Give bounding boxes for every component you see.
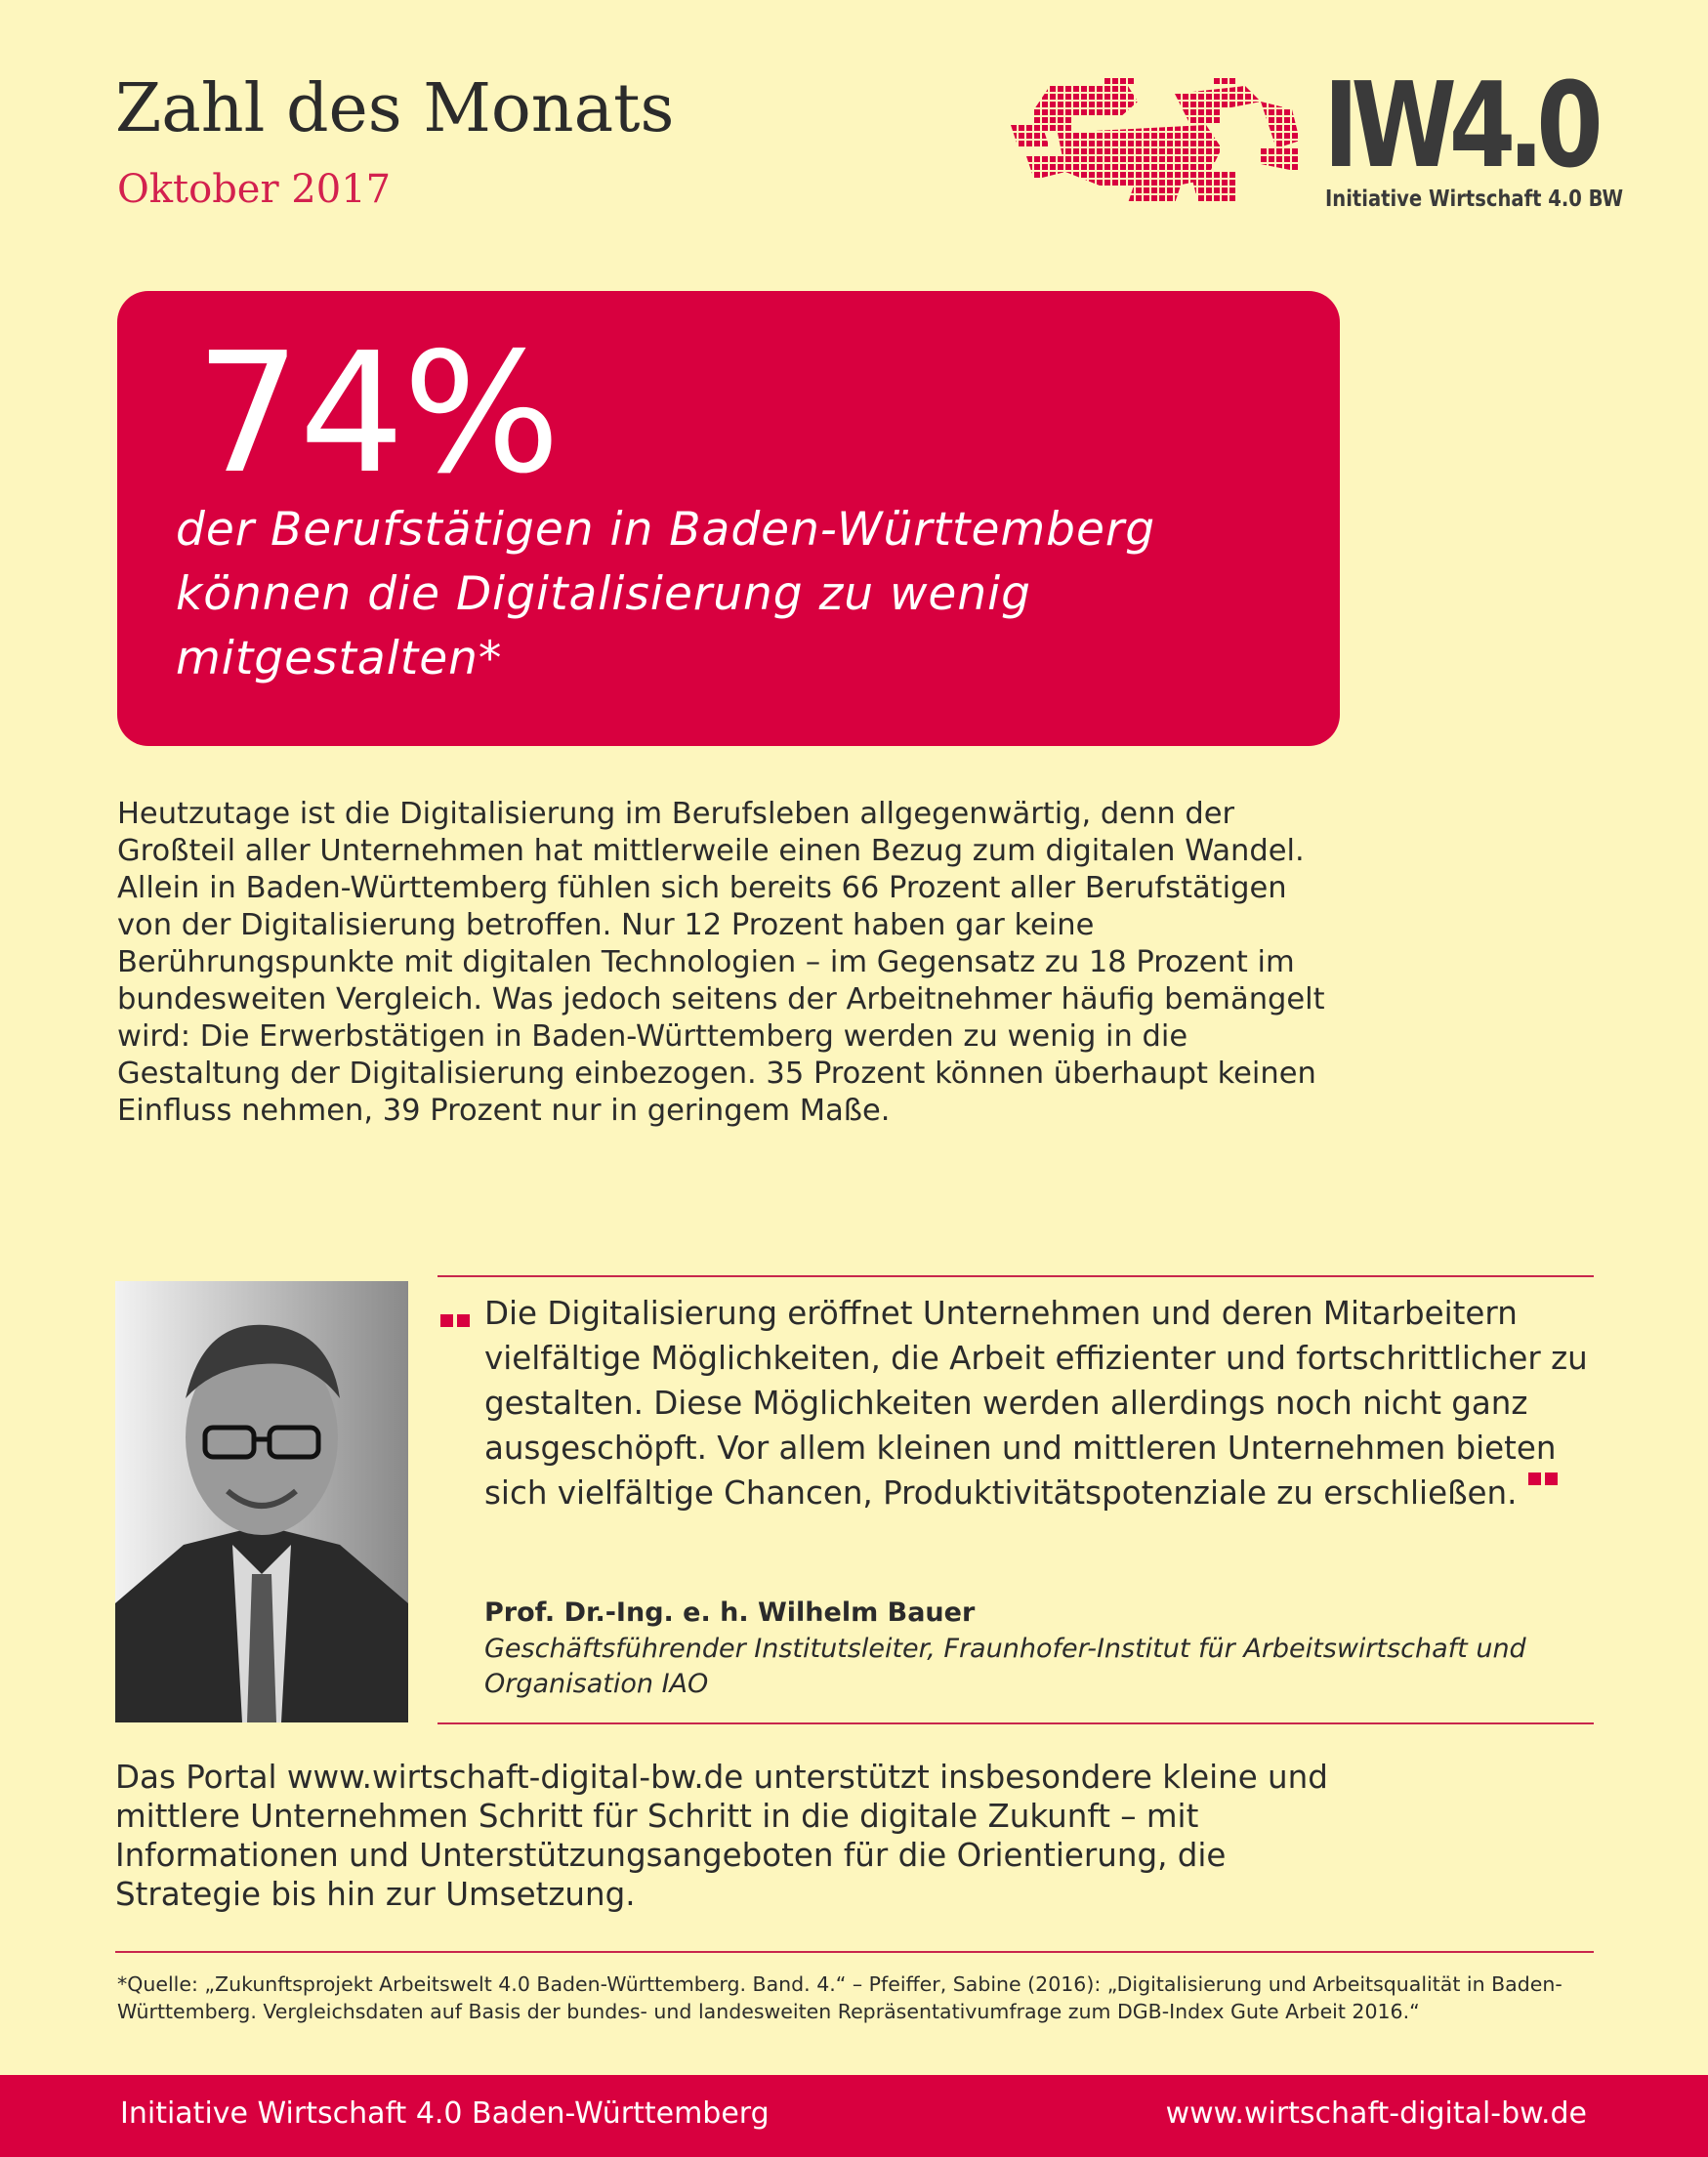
headline-number: 74% xyxy=(195,317,559,511)
footnote-divider xyxy=(115,1951,1594,1953)
footer-website: www.wirtschaft-digital-bw.de xyxy=(1165,2096,1587,2131)
quote-close-icon xyxy=(1528,1473,1558,1486)
quote-text-content: Die Digitalisierung eröffnet Unternehmen und deren Mitarbeitern vielfältige Möglichkeiten, die Arbeit effizienter und fortschrittlicher zu gestalten. Diese Möglichkeiten werden allerdings noch nicht ganz ausgeschöpft. Vor allem kleinen und mittleren Unternehmen bieten sich vielfältige Chancen, Produktivitätspotenziale zu erschließen. xyxy=(484,1295,1588,1512)
quote-top-divider xyxy=(437,1275,1594,1277)
lion-pixel-logo-icon xyxy=(1011,78,1304,210)
quote-open-icon xyxy=(440,1314,470,1328)
quote-bottom-divider xyxy=(437,1722,1594,1724)
quote-text xyxy=(484,1291,1598,1515)
body-paragraph: Heutzutage ist die Digitalisierung im Berufsleben allgegenwärtig, denn der Großteil aller Unternehmen hat mittlerweile einen Bezug zum digitalen Wandel. Allein in Baden-Württemberg fühlen sich bereits 66 Prozent aller Berufstätigen von der Digitalisierung betroffen. Nur 12 Prozent haben gar keine Berührungspunkte mit digitalen Technologien – im Gegensatz zu 18 Prozent im bundesweiten Vergleich. Was jedoch seitens der Arbeitnehmer häufig bemängelt wird: Die Erwerbstätigen in Baden-Württemberg werden zu wenig in die Gestaltung der Digitalisierung einbezogen. 35 Prozent können überhaupt keinen Einfluss nehmen, 39 Prozent nur in geringem Maße. xyxy=(117,797,1325,1128)
headline-box xyxy=(117,291,1340,746)
portrait-photo-icon xyxy=(115,1281,408,1722)
logo-wordmark: IW4.0 xyxy=(1323,59,1596,194)
quote-author-name: Prof. Dr.-Ing. e. h. Wilhelm Bauer xyxy=(484,1597,976,1628)
footer-bar xyxy=(0,2075,1708,2157)
logo-tagline: Initiative Wirtschaft 4.0 BW xyxy=(1325,187,1624,212)
source-footnote: *Quelle: „Zukunftsprojekt Arbeitswelt 4.0 Baden-Württemberg. Band. 4.“ – Pfeiffer, Sabine (2016): „Digitalisierung und Arbeitsqualität in Baden-Württemberg. Vergleichsdaten auf Basis der bundes- und landesweiten Repräsentativumfrage zum DGB-Index Gute Arbeit 2016.“ xyxy=(117,1972,1562,2023)
page-title: Zahl des Monats xyxy=(115,70,675,147)
portal-paragraph: Das Portal www.wirtschaft-digital-bw.de unterstützt insbesondere kleine und mittlere Unternehmen Schritt für Schritt in die digitale Zukunft – mit Informationen und Unterstützungsangeboten für die Orientierung, die Strategie bis hin zur Umsetzung. xyxy=(115,1759,1328,1913)
quote-author-role: Geschäftsführender Institutsleiter, Fraunhofer-Institut für Arbeitswirtschaft und Organisation IAO xyxy=(484,1634,1526,1699)
headline-text: der Berufstätigen in Baden-Württemberg können die Digitalisierung zu wenig mitgestalten* xyxy=(176,503,1156,685)
footer-organization: Initiative Wirtschaft 4.0 Baden-Württemberg xyxy=(120,2096,770,2131)
page-subtitle-date: Oktober 2017 xyxy=(117,167,392,212)
